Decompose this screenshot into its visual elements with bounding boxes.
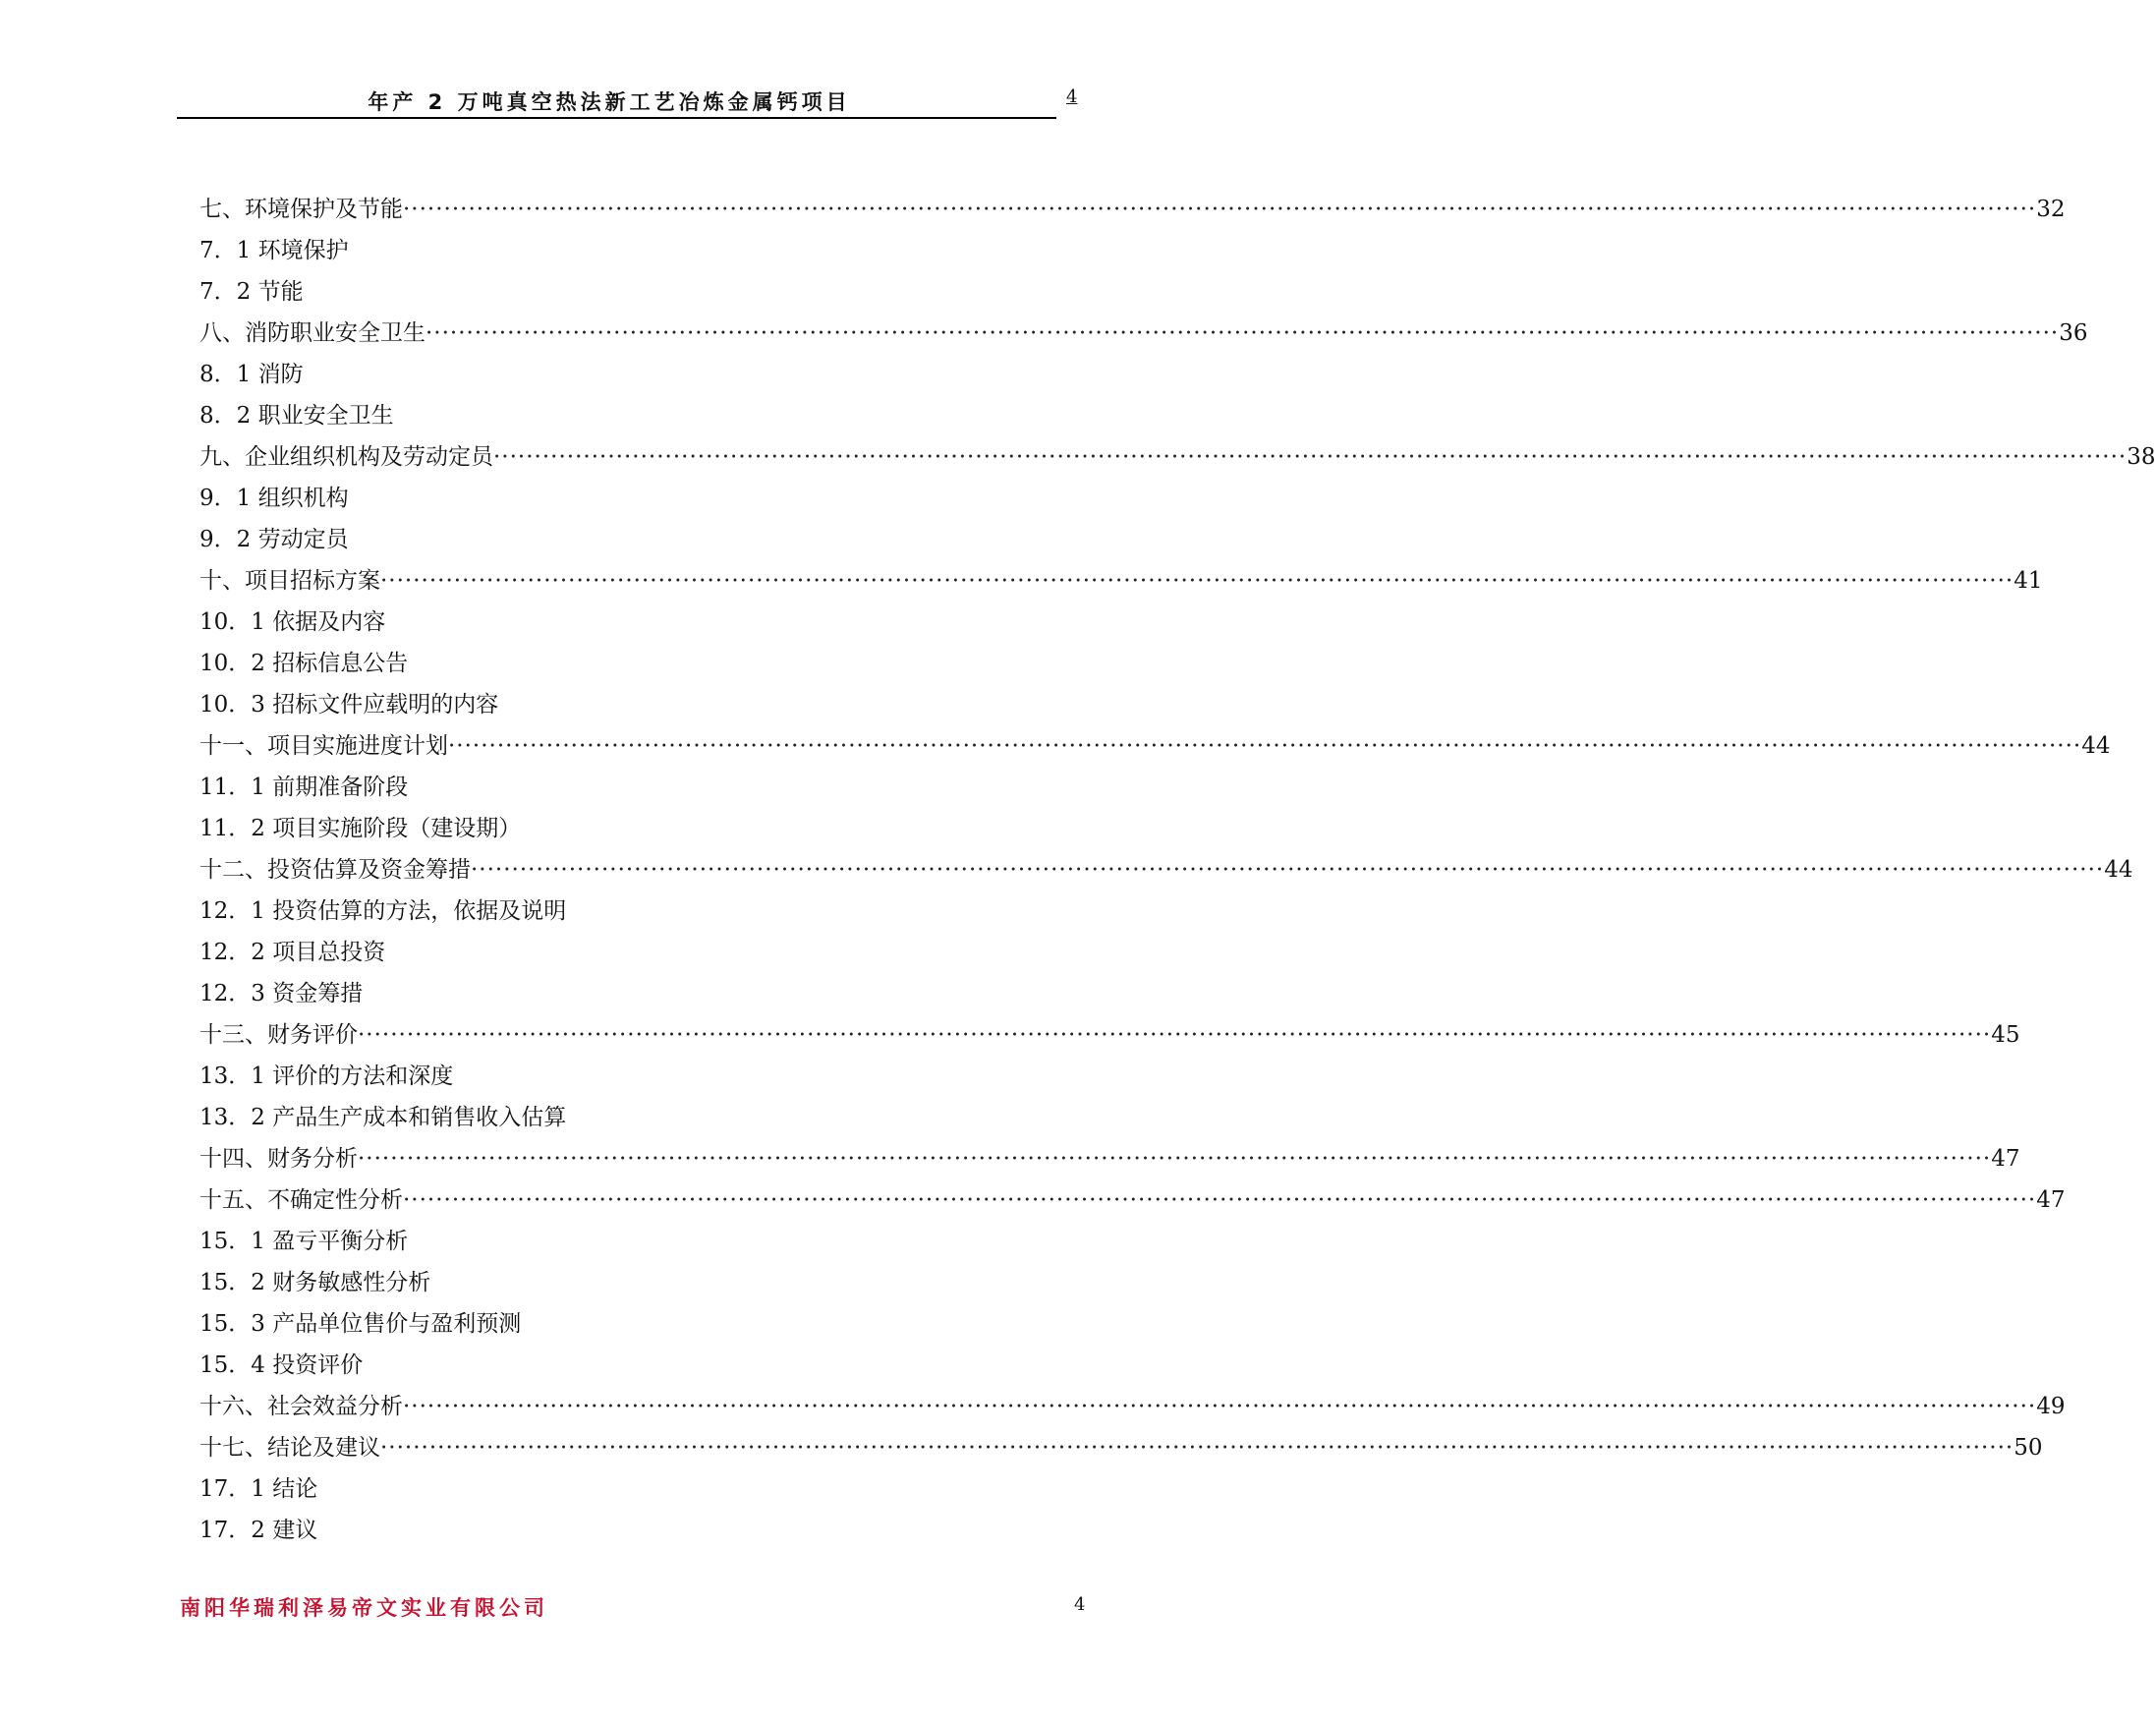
header-rule (177, 117, 1056, 119)
toc-entry-label: 七、环境保护及节能 (199, 197, 403, 222)
toc-entry-label: 八、消防职业安全卫生 (199, 320, 426, 346)
toc-chapter-entry[interactable] (199, 1014, 2020, 1056)
toc-leader-dots: ········································································································································································································ (471, 857, 2105, 883)
toc-entry-label: 17．1 结论 (199, 1476, 318, 1502)
toc-entry-page: 47 (1991, 1146, 2020, 1172)
toc-section-entry[interactable] (199, 1262, 946, 1303)
toc-entry-label: 15．2 财务敏感性分析 (199, 1270, 431, 1295)
table-of-contents (199, 189, 2156, 1551)
toc-entry-label: 9．1 组织机构 (199, 486, 349, 511)
toc-section-entry[interactable] (199, 602, 946, 643)
toc-chapter-entry[interactable] (199, 725, 2111, 767)
toc-chapter-entry[interactable] (199, 313, 2088, 354)
toc-section-entry[interactable] (199, 1221, 946, 1262)
toc-leader-dots: ········································································································································································································ (448, 733, 2082, 759)
toc-section-entry[interactable] (199, 684, 946, 725)
toc-entry-label: 17．2 建议 (199, 1518, 318, 1543)
toc-section-entry[interactable] (199, 1097, 946, 1138)
toc-entry-label: 十、项目招标方案 (199, 568, 380, 594)
toc-entry-label: 十三、财务评价 (199, 1022, 358, 1048)
toc-section-entry[interactable] (199, 891, 946, 932)
toc-entry-label: 8．1 消防 (199, 362, 304, 387)
toc-section-entry[interactable] (199, 230, 946, 271)
toc-leader-dots: ········································································································································································································ (426, 320, 2060, 346)
toc-leader-dots: ········································································································································································································ (403, 1187, 2037, 1213)
toc-entry-page: 36 (2059, 320, 2088, 346)
toc-entry-label: 10．3 招标文件应载明的内容 (199, 692, 499, 718)
toc-entry-label: 12．2 项目总投资 (199, 940, 386, 965)
toc-entry-label: 10．2 招标信息公告 (199, 651, 409, 676)
toc-entry-label: 九、企业组织机构及劳动定员 (199, 444, 493, 470)
toc-entry-label: 13．1 评价的方法和深度 (199, 1063, 454, 1089)
footer-page-number: 4 (1074, 1594, 1086, 1615)
toc-entry-label: 7．1 环境保护 (199, 238, 349, 263)
toc-section-entry[interactable] (199, 1510, 946, 1551)
toc-entry-page: 50 (2014, 1435, 2043, 1461)
toc-section-entry[interactable] (199, 973, 946, 1014)
toc-entry-label: 十四、财务分析 (199, 1146, 358, 1172)
toc-leader-dots: ········································································································································································································ (358, 1022, 1992, 1048)
toc-entry-label: 十五、不确定性分析 (199, 1187, 403, 1213)
toc-section-entry[interactable] (199, 767, 946, 808)
toc-chapter-entry[interactable] (199, 1138, 2020, 1179)
footer-company-name: 南阳华瑞利泽易帝文实业有限公司 (180, 1596, 548, 1620)
toc-entry-label: 十七、结论及建议 (199, 1435, 380, 1461)
toc-entry-page: 32 (2036, 197, 2066, 222)
toc-section-entry[interactable] (199, 932, 946, 973)
toc-chapter-entry[interactable] (199, 849, 2133, 891)
toc-chapter-entry[interactable] (199, 1179, 2066, 1221)
toc-entry-label: 11．1 前期准备阶段 (199, 775, 409, 800)
toc-entry-label: 12．3 资金筹措 (199, 981, 364, 1006)
toc-leader-dots: ········································································································································································································ (403, 1394, 2037, 1419)
toc-leader-dots: ········································································································································································································ (358, 1146, 1992, 1172)
toc-entry-page: 44 (2104, 857, 2133, 883)
toc-chapter-entry[interactable] (199, 560, 2043, 602)
toc-entry-label: 7．2 节能 (199, 279, 304, 305)
toc-entry-page: 49 (2036, 1394, 2066, 1419)
toc-chapter-entry[interactable] (199, 1386, 2066, 1427)
toc-entry-label: 13．2 产品生产成本和销售收入估算 (199, 1105, 567, 1130)
toc-entry-page: 44 (2081, 733, 2111, 759)
toc-section-entry[interactable] (199, 1468, 946, 1510)
toc-leader-dots: ········································································································································································································ (380, 1435, 2014, 1461)
toc-chapter-entry[interactable] (199, 436, 2156, 478)
toc-section-entry[interactable] (199, 519, 946, 560)
toc-entry-label: 11．2 项目实施阶段（建设期） (199, 816, 522, 841)
toc-entry-label: 15．3 产品单位售价与盈利预测 (199, 1311, 522, 1337)
toc-entry-label: 十一、项目实施进度计划 (199, 733, 448, 759)
toc-leader-dots: ········································································································································································································ (403, 197, 2037, 222)
toc-entry-page: 38 (2127, 444, 2156, 470)
toc-entry-page: 45 (1991, 1022, 2020, 1048)
toc-section-entry[interactable] (199, 643, 946, 684)
toc-section-entry[interactable] (199, 1303, 946, 1345)
toc-leader-dots: ········································································································································································································ (493, 444, 2128, 470)
toc-entry-label: 12．1 投资估算的方法，依据及说明 (199, 898, 567, 924)
toc-section-entry[interactable] (199, 271, 946, 313)
toc-entry-label: 15．4 投资评价 (199, 1352, 364, 1378)
toc-entry-page: 47 (2036, 1187, 2066, 1213)
toc-entry-label: 10．1 依据及内容 (199, 609, 386, 635)
toc-entry-label: 9．2 劳动定员 (199, 527, 349, 552)
toc-entry-page: 41 (2014, 568, 2043, 594)
toc-entry-label: 8．2 职业安全卫生 (199, 403, 394, 429)
toc-section-entry[interactable] (199, 478, 946, 519)
toc-section-entry[interactable] (199, 808, 946, 849)
toc-entry-label: 十二、投资估算及资金筹措 (199, 857, 471, 883)
header-title: 年产 2 万吨真空热法新工艺冶炼金属钙项目 (368, 90, 851, 114)
toc-section-entry[interactable] (199, 354, 946, 395)
toc-chapter-entry[interactable] (199, 189, 2066, 230)
toc-section-entry[interactable] (199, 395, 946, 436)
toc-chapter-entry[interactable] (199, 1427, 2043, 1468)
toc-section-entry[interactable] (199, 1056, 946, 1097)
toc-entry-label: 15．1 盈亏平衡分析 (199, 1229, 409, 1254)
header-page-number: 4 (1066, 86, 1078, 107)
toc-section-entry[interactable] (199, 1345, 946, 1386)
toc-leader-dots: ········································································································································································································ (380, 568, 2014, 594)
toc-entry-label: 十六、社会效益分析 (199, 1394, 403, 1419)
